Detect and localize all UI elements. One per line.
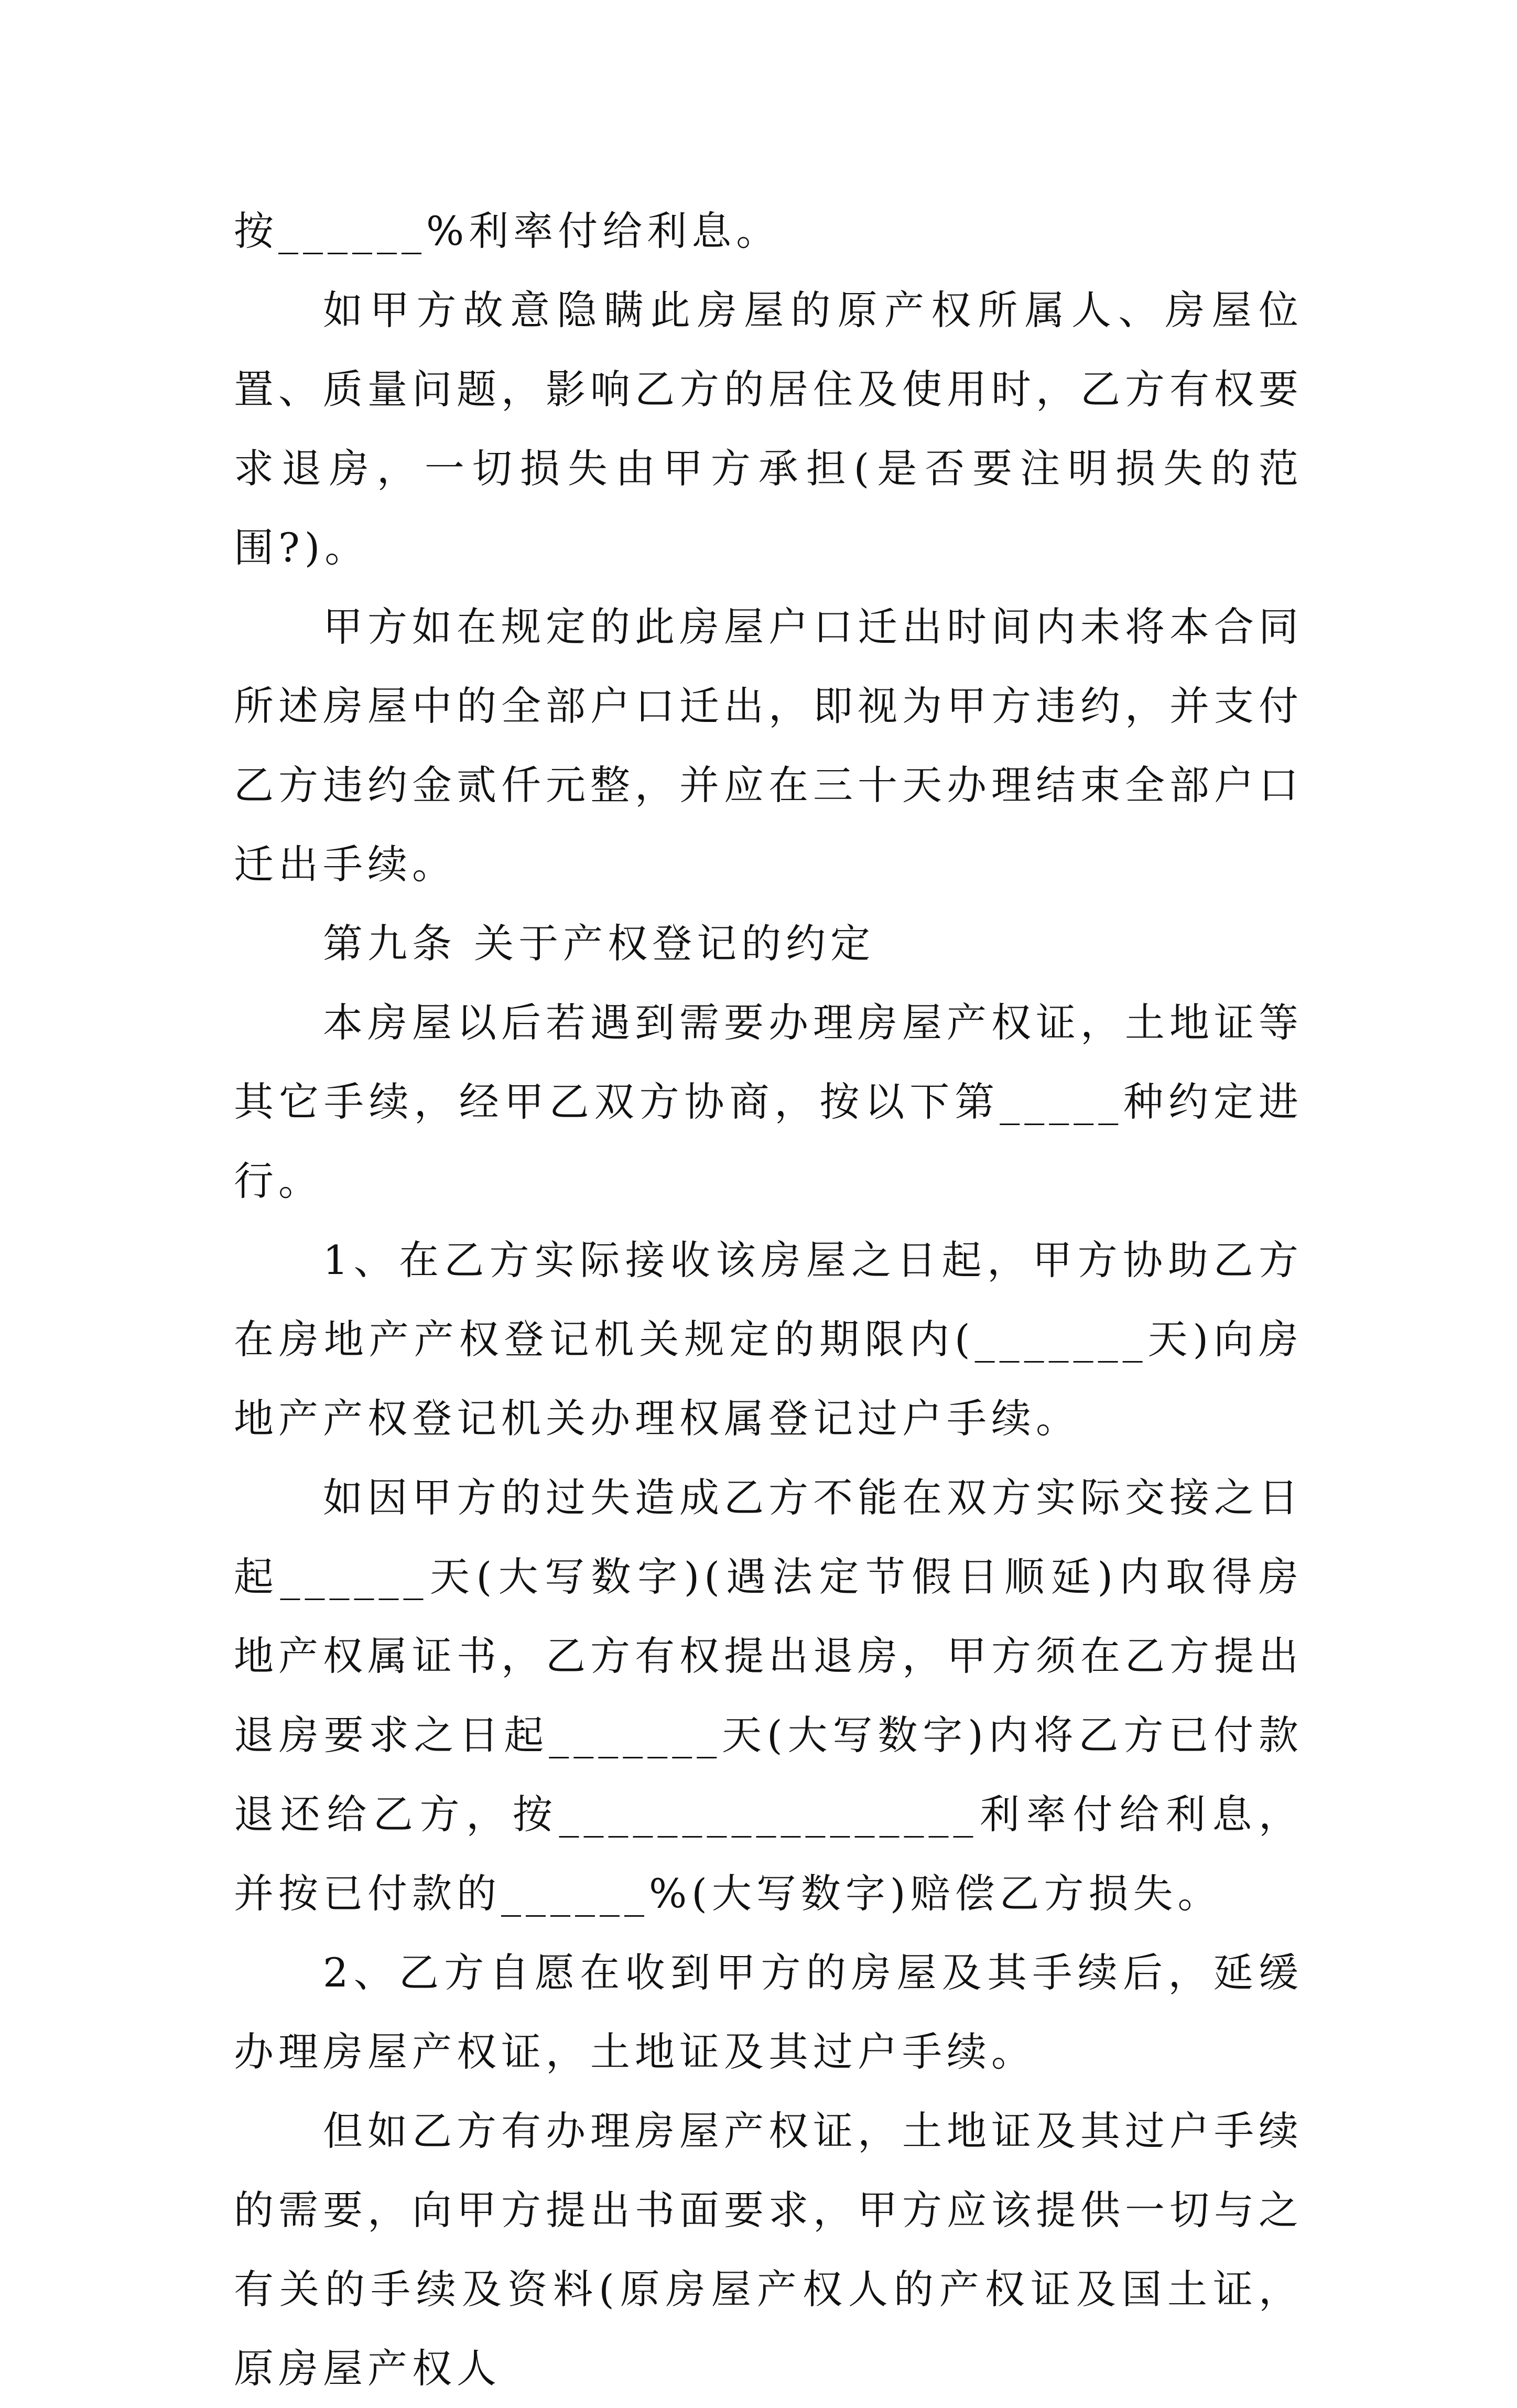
paragraph-property-certificate: 本房屋以后若遇到需要办理房屋产权证，土地证等其它手续，经甲乙双方协商，按以下第_____种约定进行。 (234, 999, 1303, 1204)
paragraph-household-registration: 甲方如在规定的此房屋户口迁出时间内未将本合同所述房屋中的全部户口迁出，即视为甲方违约，并支付乙方违约金贰仟元整，并应在三十天办理结束全部户口迁出手续。 (234, 603, 1303, 888)
paragraph-concealment-clause: 如甲方故意隐瞒此房屋的原产权所属人、房屋位置、质量问题，影响乙方的居住及使用时，乙方有权要求退房，一切损失由甲方承担(是否要注明损失的范围?)。 (234, 287, 1303, 571)
paragraph-option-2: 2、乙方自愿在收到甲方的房屋及其手续后，延缓办理房屋产权证，土地证及其过户手续。 (234, 1949, 1303, 2075)
paragraph-option-1: 1、在乙方实际接收该房屋之日起，甲方协助乙方在房地产产权登记机关规定的期限内(_______天)向房地产产权登记机关办理权属登记过户手续。 (234, 1237, 1303, 1442)
document-page (234, 191, 1303, 2408)
paragraph-default-refund: 如因甲方的过失造成乙方不能在双方实际交接之日起______天(大写数字)(遇法定节假日顺延)内取得房地产权属证书，乙方有权提出退房，甲方须在乙方提出退房要求之日起_______天(大写数字)内将乙方已付款退还给乙方，按_________________利率付给利息，并按已付款的______%(大写数字)赔偿乙方损失。 (234, 1474, 1303, 1917)
paragraph-written-request: 但如乙方有办理房屋产权证，土地证及其过户手续的需要，向甲方提出书面要求，甲方应该提供一切与之有关的手续及资料(原房屋产权人的产权证及国土证，原房屋产权人 (234, 2108, 1303, 2392)
section-heading-article-9: 第九条 关于产权登记的约定 (323, 920, 875, 967)
paragraph-interest-rate: 按______%利率付给利息。 (234, 208, 781, 254)
